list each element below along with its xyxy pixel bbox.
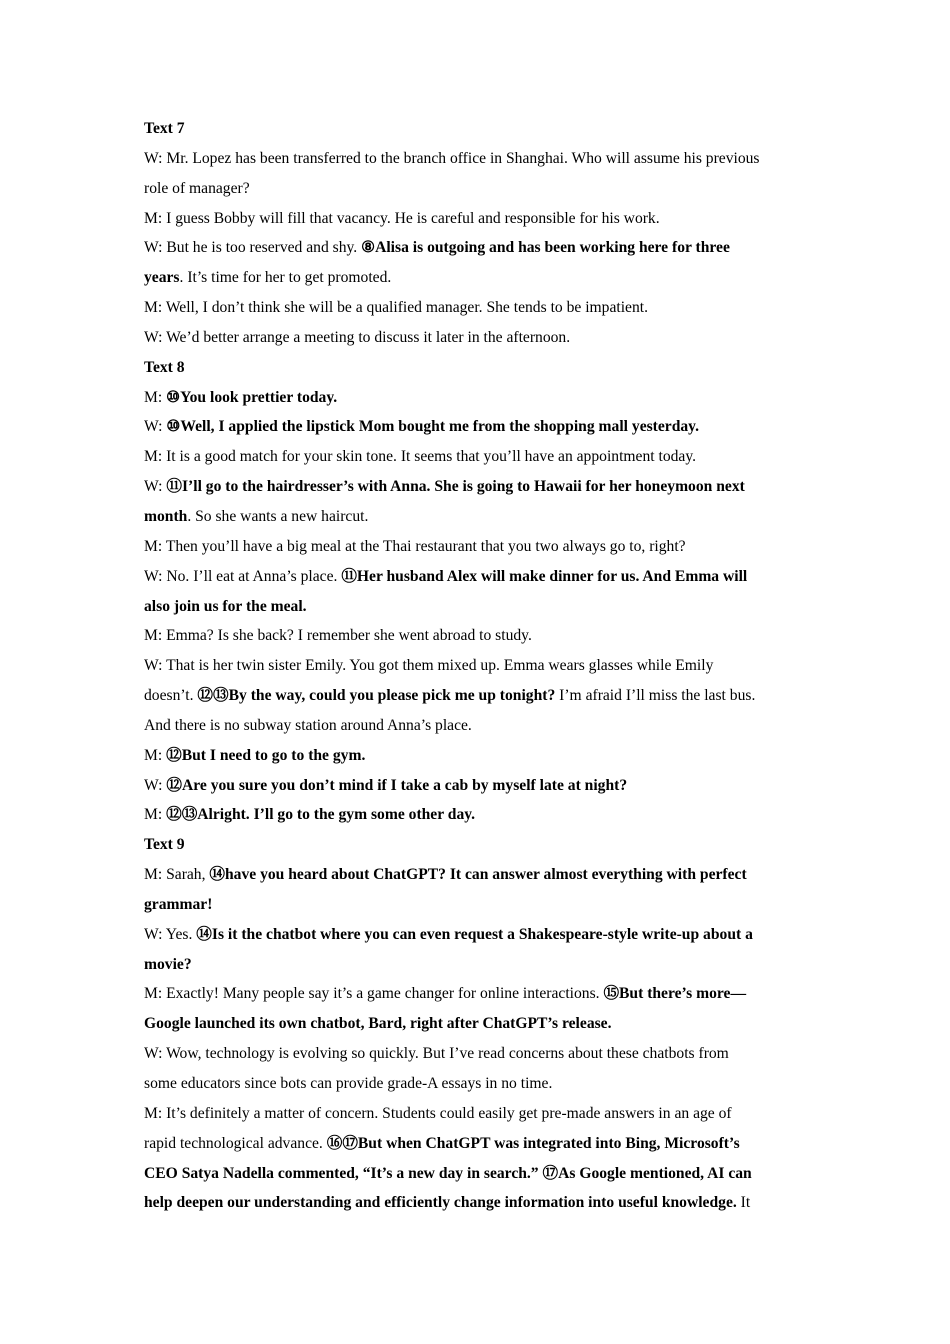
bold-answer-text: CEO Satya Nadella commented, “It’s a new day in search.” ⑰As Google mentioned, AI can [144,1164,752,1182]
dialogue-line [144,1039,816,1069]
line-text: M: Well, I don’t think she will be a qualified manager. She tends to be impatient. [144,299,649,317]
bold-answer-text: ⑫⑬By the way, could you please pick me up tonight? [197,687,556,705]
line-text: M: Then you’ll have a big meal at the Thai restaurant that you two always go to, right? [144,537,686,555]
section-heading: Text 7 [144,120,185,137]
line-text: W: [144,776,167,794]
line-text: W: [144,418,167,436]
line-text: M: Exactly! Many people say it’s a game changer for online interactions. [144,985,604,1003]
section-heading: Text 8 [144,358,185,376]
dialogue-line [144,950,816,980]
dialogue-line [144,1099,816,1129]
line-text: W: Yes. [144,925,197,943]
dialogue-line [144,174,816,204]
bold-answer-text: years [144,269,180,287]
line-text: W: That is her twin sister Emily. You got them mixed up. Emma wears glasses while Emily [144,657,714,675]
dialogue-line [144,144,816,174]
dialogue-line [144,771,816,801]
bold-answer-text: help deepen our understanding and efficiently change information into useful knowledge. [144,1194,737,1212]
line-text: W: Wow, technology is evolving so quickly. But I’ve read concerns about these chatbots from [144,1045,729,1063]
line-text: . It’s time for her to get promoted. [179,269,392,287]
line-text: M: [144,806,167,824]
dialogue-line [144,681,816,711]
bold-answer-text: Google launched its own chatbot, Bard, right after ChatGPT’s release. [144,1015,612,1033]
bold-answer-text: ⑭have you heard about ChatGPT? It can answer almost everything with perfect [209,866,747,884]
bold-answer-text: month [144,507,188,525]
dialogue-line [144,920,816,950]
dialogue-line [144,412,816,442]
dialogue-line [144,860,816,890]
dialogue-line [144,383,816,413]
dialogue-line [144,1129,816,1159]
line-text: W: We’d better arrange a meeting to discuss it later in the afternoon. [144,328,571,346]
line-text: W: No. I’ll eat at Anna’s place. [144,567,342,585]
dialogue-line [144,562,816,592]
bold-answer-text: ⑭Is it the chatbot where you can even request a Shakespeare-style write-up about a [196,925,753,943]
line-text: M: Sarah, [144,866,210,884]
line-text: rapid technological advance. [144,1134,327,1152]
dialogue-line [144,204,816,234]
bold-answer-text: also join us for the meal. [144,597,307,615]
document-page [144,114,816,1218]
dialogue-line [144,651,816,681]
section-heading: Text 9 [144,836,185,854]
line-text: M: [144,388,167,406]
dialogue-line [144,1069,816,1099]
line-text: M: Emma? Is she back? I remember she went abroad to study. [144,627,532,645]
bold-answer-text: ⑯⑰But when ChatGPT was integrated into Bing, Microsoft’s [326,1134,740,1152]
line-text: W: Mr. Lopez has been transferred to the branch office in Shanghai. Who will assume his previous [144,149,760,167]
dialogue-line [144,890,816,920]
bold-answer-text: ⑪I’ll go to the hairdresser’s with Anna. She is going to Hawaii for her honeymoon next [166,478,745,496]
dialogue-line [144,442,816,472]
dialogue-line [144,741,816,771]
dialogue-line [144,592,816,622]
line-text: It [736,1194,751,1212]
line-text: M: It’s definitely a matter of concern. Students could easily get pre-made answers in an age of [144,1104,732,1122]
bold-answer-text: ⑩Well, I applied the lipstick Mom bought me from the shopping mall yesterday. [166,418,700,436]
dialogue-line [144,711,816,741]
bold-answer-text: ⑫Are you sure you don’t mind if I take a cab by myself late at night? [166,776,628,794]
line-text: W: [144,478,167,496]
dialogue-line [144,233,816,263]
dialogue-line [144,323,816,353]
bold-answer-text: ⑪Her husband Alex will make dinner for us. And Emma will [341,567,748,585]
line-text: role of manager? [144,179,250,197]
line-text: M: It is a good match for your skin tone. It seems that you’ll have an appointment today. [144,448,697,466]
line-text: M: [144,746,167,764]
dialogue-line [144,800,816,830]
line-text: I’m afraid I’ll miss the last bus. [555,687,756,705]
line-text: And there is no subway station around Anna’s place. [144,716,472,734]
bold-answer-text: ⑮But there’s more— [603,985,747,1003]
bold-answer-text: ⑫But I need to go to the gym. [166,746,366,764]
line-text: . So she wants a new haircut. [187,507,369,525]
bold-answer-text: ⑩You look prettier today. [166,388,338,406]
line-text: M: I guess Bobby will fill that vacancy. He is careful and responsible for his work. [144,209,660,227]
line-text: W: But he is too reserved and shy. [144,239,362,257]
dialogue-line [144,263,816,293]
bold-answer-text: movie? [144,955,192,973]
line-text: doesn’t. [144,687,198,705]
bold-answer-text: ⑫⑬Alright. I’ll go to the gym some other day. [166,806,476,824]
dialogue-line [144,293,816,323]
dialogue-line [144,532,816,562]
dialogue-line [144,621,816,651]
dialogue-line [144,1009,816,1039]
dialogue-line [144,979,816,1009]
dialogue-line [144,502,816,532]
bold-answer-text: grammar! [144,895,213,913]
dialogue-line [144,472,816,502]
dialogue-line [144,1188,816,1218]
dialogue-line [144,1159,816,1189]
bold-answer-text: ⑧Alisa is outgoing and has been working here for three [361,239,730,257]
line-text: some educators since bots can provide grade-A essays in no time. [144,1075,553,1092]
